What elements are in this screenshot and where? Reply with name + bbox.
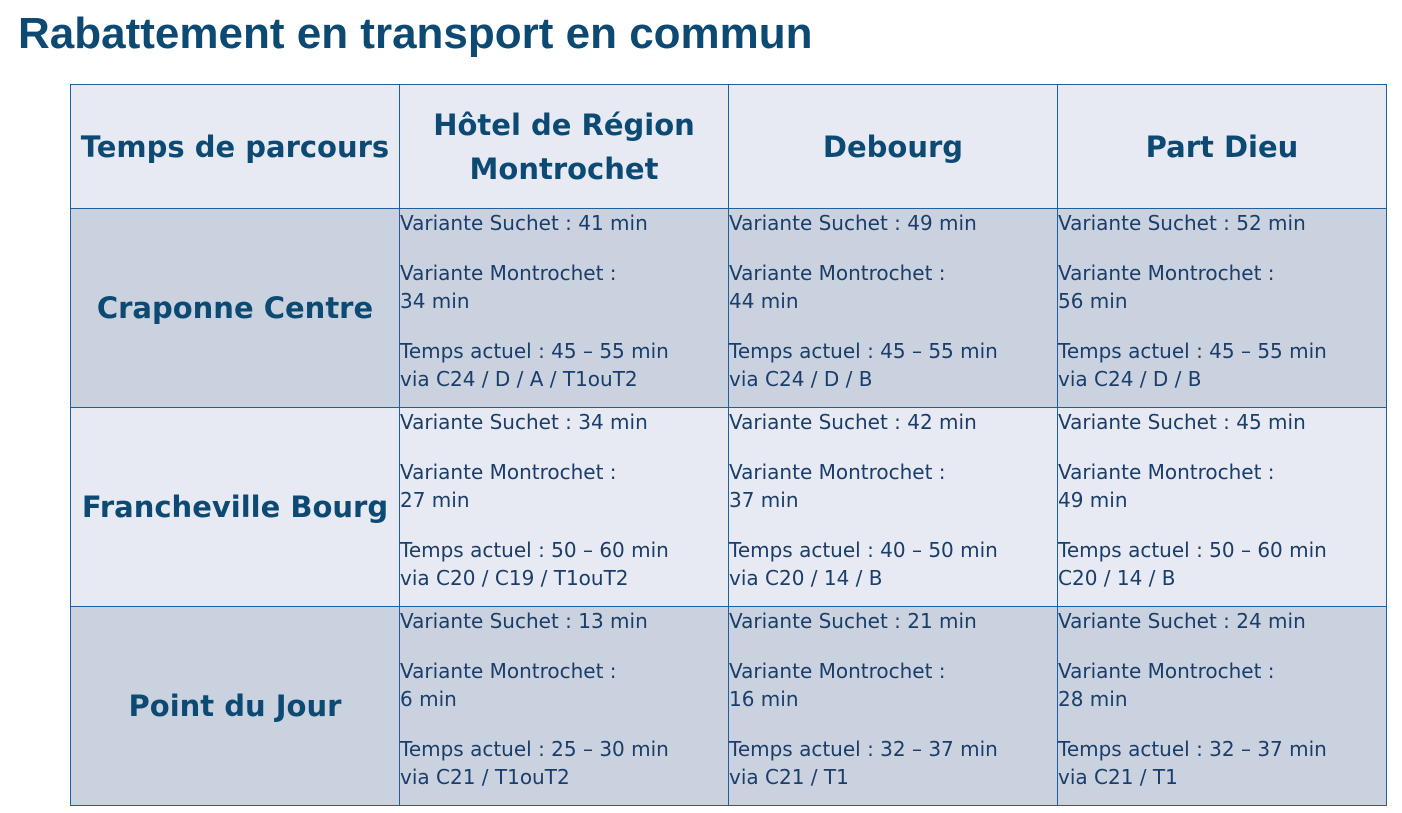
spacer xyxy=(400,237,728,259)
temps-actuel: Temps actuel : 50 – 60 min xyxy=(1058,538,1327,562)
table-row xyxy=(71,408,1387,607)
travel-time-cell xyxy=(400,408,729,607)
variante-montrochet-label: Variante Montrochet : xyxy=(729,659,946,683)
variante-montrochet-value: 28 min xyxy=(1058,687,1128,711)
spacer xyxy=(400,436,728,458)
travel-time-cell xyxy=(1058,209,1387,408)
table-header-row xyxy=(71,85,1387,209)
variante-suchet: Variante Suchet : 13 min xyxy=(400,609,648,633)
variante-montrochet-value: 44 min xyxy=(729,289,799,313)
route-via: via C24 / D / B xyxy=(1058,367,1202,391)
route-via: via C21 / T1 xyxy=(1058,765,1178,789)
route-via: via C24 / D / A / T1ouT2 xyxy=(400,367,638,391)
spacer xyxy=(1058,315,1386,337)
temps-actuel: Temps actuel : 25 – 30 min xyxy=(400,737,669,761)
spacer xyxy=(1058,237,1386,259)
variante-montrochet-value: 56 min xyxy=(1058,289,1128,313)
spacer xyxy=(729,514,1057,536)
spacer xyxy=(729,237,1057,259)
header-debourg xyxy=(729,85,1058,209)
header-corner: Temps de parcours xyxy=(71,85,400,209)
spacer xyxy=(729,315,1057,337)
temps-actuel: Temps actuel : 45 – 55 min xyxy=(1058,339,1327,363)
variante-montrochet-value: 6 min xyxy=(400,687,457,711)
spacer xyxy=(729,713,1057,735)
header-hotel-de-region xyxy=(400,85,729,209)
row-label: Francheville Bourg xyxy=(71,408,400,607)
variante-suchet: Variante Suchet : 34 min xyxy=(400,410,648,434)
spacer xyxy=(400,315,728,337)
variante-montrochet-value: 49 min xyxy=(1058,488,1128,512)
spacer xyxy=(1058,635,1386,657)
travel-time-cell xyxy=(1058,607,1387,806)
variante-montrochet-label: Variante Montrochet : xyxy=(400,659,617,683)
variante-montrochet-label: Variante Montrochet : xyxy=(400,261,617,285)
spacer xyxy=(729,436,1057,458)
travel-time-cell xyxy=(729,209,1058,408)
variante-montrochet-label: Variante Montrochet : xyxy=(729,261,946,285)
temps-actuel: Temps actuel : 45 – 55 min xyxy=(400,339,669,363)
travel-time-cell xyxy=(400,209,729,408)
header-line: Debourg xyxy=(822,129,964,164)
variante-suchet: Variante Suchet : 21 min xyxy=(729,609,977,633)
variante-montrochet-label: Variante Montrochet : xyxy=(400,460,617,484)
travel-time-cell xyxy=(400,607,729,806)
variante-suchet: Variante Suchet : 41 min xyxy=(400,211,648,235)
spacer xyxy=(1058,514,1386,536)
header-line: Part Dieu xyxy=(1145,129,1299,164)
route-via: via C21 / T1ouT2 xyxy=(400,765,570,789)
temps-actuel: Temps actuel : 32 – 37 min xyxy=(729,737,998,761)
variante-montrochet-value: 37 min xyxy=(729,488,799,512)
temps-actuel: Temps actuel : 50 – 60 min xyxy=(400,538,669,562)
variante-montrochet-value: 34 min xyxy=(400,289,470,313)
page-title: Rabattement en transport en commun xyxy=(18,9,813,58)
spacer xyxy=(400,713,728,735)
route-via: via C20 / 14 / B xyxy=(729,566,883,590)
variante-montrochet-value: 16 min xyxy=(729,687,799,711)
variante-suchet: Variante Suchet : 45 min xyxy=(1058,410,1306,434)
travel-time-cell xyxy=(1058,408,1387,607)
variante-montrochet-label: Variante Montrochet : xyxy=(1058,460,1275,484)
variante-montrochet-value: 27 min xyxy=(400,488,470,512)
variante-suchet: Variante Suchet : 24 min xyxy=(1058,609,1306,633)
table-row xyxy=(71,607,1387,806)
temps-actuel: Temps actuel : 40 – 50 min xyxy=(729,538,998,562)
spacer xyxy=(400,635,728,657)
travel-time-cell xyxy=(729,408,1058,607)
table-row xyxy=(71,209,1387,408)
spacer xyxy=(400,514,728,536)
row-label: Point du Jour xyxy=(71,607,400,806)
travel-time-table xyxy=(70,84,1387,806)
header-line: Hôtel de Région xyxy=(433,107,695,142)
temps-actuel: Temps actuel : 32 – 37 min xyxy=(1058,737,1327,761)
temps-actuel: Temps actuel : 45 – 55 min xyxy=(729,339,998,363)
route-via: C20 / 14 / B xyxy=(1058,566,1176,590)
row-label: Craponne Centre xyxy=(71,209,400,408)
variante-montrochet-label: Variante Montrochet : xyxy=(1058,659,1275,683)
variante-suchet: Variante Suchet : 49 min xyxy=(729,211,977,235)
variante-montrochet-label: Variante Montrochet : xyxy=(1058,261,1275,285)
header-line: Montrochet xyxy=(469,151,659,186)
spacer xyxy=(1058,436,1386,458)
route-via: via C24 / D / B xyxy=(729,367,873,391)
variante-suchet: Variante Suchet : 42 min xyxy=(729,410,977,434)
variante-montrochet-label: Variante Montrochet : xyxy=(729,460,946,484)
route-via: via C20 / C19 / T1ouT2 xyxy=(400,566,629,590)
spacer xyxy=(1058,713,1386,735)
travel-time-cell xyxy=(729,607,1058,806)
header-part-dieu xyxy=(1058,85,1387,209)
spacer xyxy=(729,635,1057,657)
route-via: via C21 / T1 xyxy=(729,765,849,789)
variante-suchet: Variante Suchet : 52 min xyxy=(1058,211,1306,235)
